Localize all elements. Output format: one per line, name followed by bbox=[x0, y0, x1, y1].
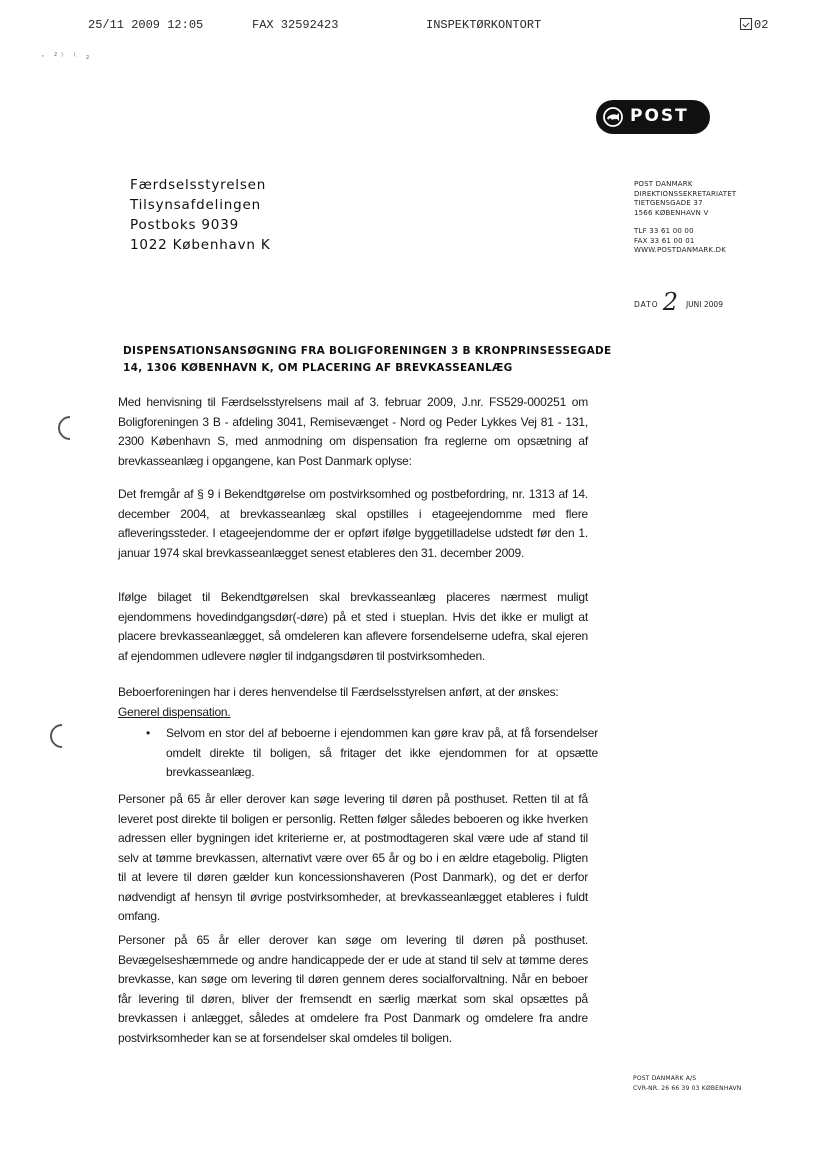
punch-hole-mark bbox=[45, 719, 79, 753]
sender-street: TIETGENSGADE 37 bbox=[634, 199, 703, 207]
sender-name: POST DANMARK bbox=[634, 180, 693, 188]
recipient-line: Tilsynsafdelingen bbox=[130, 197, 261, 213]
fax-header bbox=[88, 18, 788, 38]
date-day: 2 bbox=[662, 288, 678, 316]
logo-text: POST bbox=[630, 106, 689, 126]
paragraph-1: Med henvisning til Færdselsstyrelsens mail af 3. februar 2009, J.nr. FS529-000251 om Boligforeningen 3 B - afdeling 3041, Remisevænget - Nord og Peder Lykkes Vej 81 - 131, 2300 København S, med anmodning om dispensation fra reglerne om opsætning af brevkasseanlæg i opgangene, kan Post Danmark oplyse: bbox=[118, 395, 588, 468]
paragraph-3: Ifølge bilaget til Bekendtgørelsen skal brevkasseanlæg placeres nærmest muligt ejendommens hovedindgangsdør(-døre) på et sted i stueplan. Hvis det ikke er muligt at placere brevkasseanlægget, så omdeleren kan aflevere forsendelserne udefra, skal ejeren af ejendommen udlevere nøgler til indgangsdøren til postvirksomheden. bbox=[118, 590, 588, 663]
letter-date bbox=[634, 288, 723, 316]
punch-hole-mark bbox=[53, 411, 87, 445]
sender-web: WWW.POSTDANMARK.DK bbox=[634, 246, 727, 254]
post-horn-icon bbox=[602, 107, 624, 127]
recipient-line: Færdselsstyrelsen bbox=[130, 177, 267, 193]
recipient-line: Postboks 9039 bbox=[130, 217, 239, 233]
fax-noise: · ²⁾ ⁽ ₂ bbox=[40, 52, 92, 62]
footer-company: POST DANMARK A/S bbox=[633, 1075, 697, 1082]
paragraph-5: Personer på 65 år eller derover kan søge levering til døren på posthuset. Retten til at få leveret post direkte til boligen er personlig. Retten følger således beboeren og ikke hverken adressen eller bygningen idet kriterierne er, at postmodtageren skal være ude af stand til selv at tømme brevkassen, alternativt være over 65 år og bo i en ældre etagebolig. Pligten til at levere til døren gælder kun koncessionshaveren (Post Danmark), og det er derfor nødvendigt af hensyn til øvrige postvirksomheder, at brevkasseanlægget etableres i fuldt omfang. bbox=[118, 792, 588, 923]
fax-datetime: 25/11 2009 12:05 bbox=[88, 18, 204, 32]
checkbox-icon bbox=[740, 18, 752, 30]
sender-tel: TLF 33 61 00 00 bbox=[634, 227, 694, 235]
sender-department: DIREKTIONSSEKRETARIATET bbox=[634, 189, 737, 198]
fax-number: FAX 32592423 bbox=[252, 18, 339, 32]
bullet-list bbox=[118, 724, 598, 783]
date-month-year: JUNI 2009 bbox=[685, 300, 723, 309]
fax-page-number: 02 bbox=[754, 18, 769, 32]
fax-sender: INSPEKTØRKONTORT bbox=[426, 18, 542, 32]
general-dispensation-heading: Generel dispensation. bbox=[118, 704, 231, 719]
recipient-address bbox=[130, 175, 271, 255]
recipient-line: 1022 København K bbox=[130, 237, 271, 253]
sender-fax: FAX 33 61 00 01 bbox=[634, 236, 695, 245]
bullet-item: • Selvom en stor del af beboerne i ejendommen kan gøre krav på, at få forsendelser omdelt direkte til boligen, så fritager det ikke ejendommen for at opsætte brevkasseanlæg. bbox=[118, 724, 598, 783]
post-logo bbox=[596, 100, 710, 134]
date-label: DATO bbox=[634, 300, 659, 309]
paragraph-2: Det fremgår af § 9 i Bekendtgørelse om postvirksomhed og postbefordring, nr. 1313 af 14. december 2004, at brevkasseanlæg skal opstilles i etageejendomme med flere afleveringssteder. I etageejendomme der er opført ifølge byggetilladelse udstedt før den 1. januar 1974 skal brevkasseanlægget senest etableres den 31. december 2009. bbox=[118, 487, 588, 560]
sender-city: 1566 KØBENHAVN V bbox=[634, 208, 709, 217]
subject-heading: DISPENSATIONSANSØGNING FRA BOLIGFORENINGEN 3 B KRONPRINSESSEGADE 14, 1306 KØBENHAVN K, OM PLACERING AF BREVKASSEANLÆG bbox=[123, 345, 612, 374]
fax-page bbox=[740, 18, 769, 33]
paragraph-6: Personer på 65 år eller derover kan søge om levering til døren på posthuset. Bevægelseshæmmede og andre handicappede der er ude at stand til selv at tømme deres brevkasse, kan søge om levering til døren gennem deres socialforvaltning. Når en beboer får levering til døren, bliver der fremsendt en særlig mærkat som skal opsættes på brevkassen i anlægget, således at omdelere fra Post Danmark og omdelere fra andre postvirksomheder kan se at forsendelser skal omdeles til boligen. bbox=[118, 933, 588, 1045]
paragraph-4 bbox=[118, 683, 598, 783]
footer bbox=[633, 1074, 742, 1094]
sender-address bbox=[634, 180, 736, 256]
paragraph-4-intro: Beboerforeningen har i deres henvendelse til Færdselsstyrelsen anført, at der ønskes: bbox=[118, 685, 559, 699]
footer-cvr: CVR-NR. 26 66 39 03 KØBENHAVN bbox=[633, 1085, 742, 1092]
